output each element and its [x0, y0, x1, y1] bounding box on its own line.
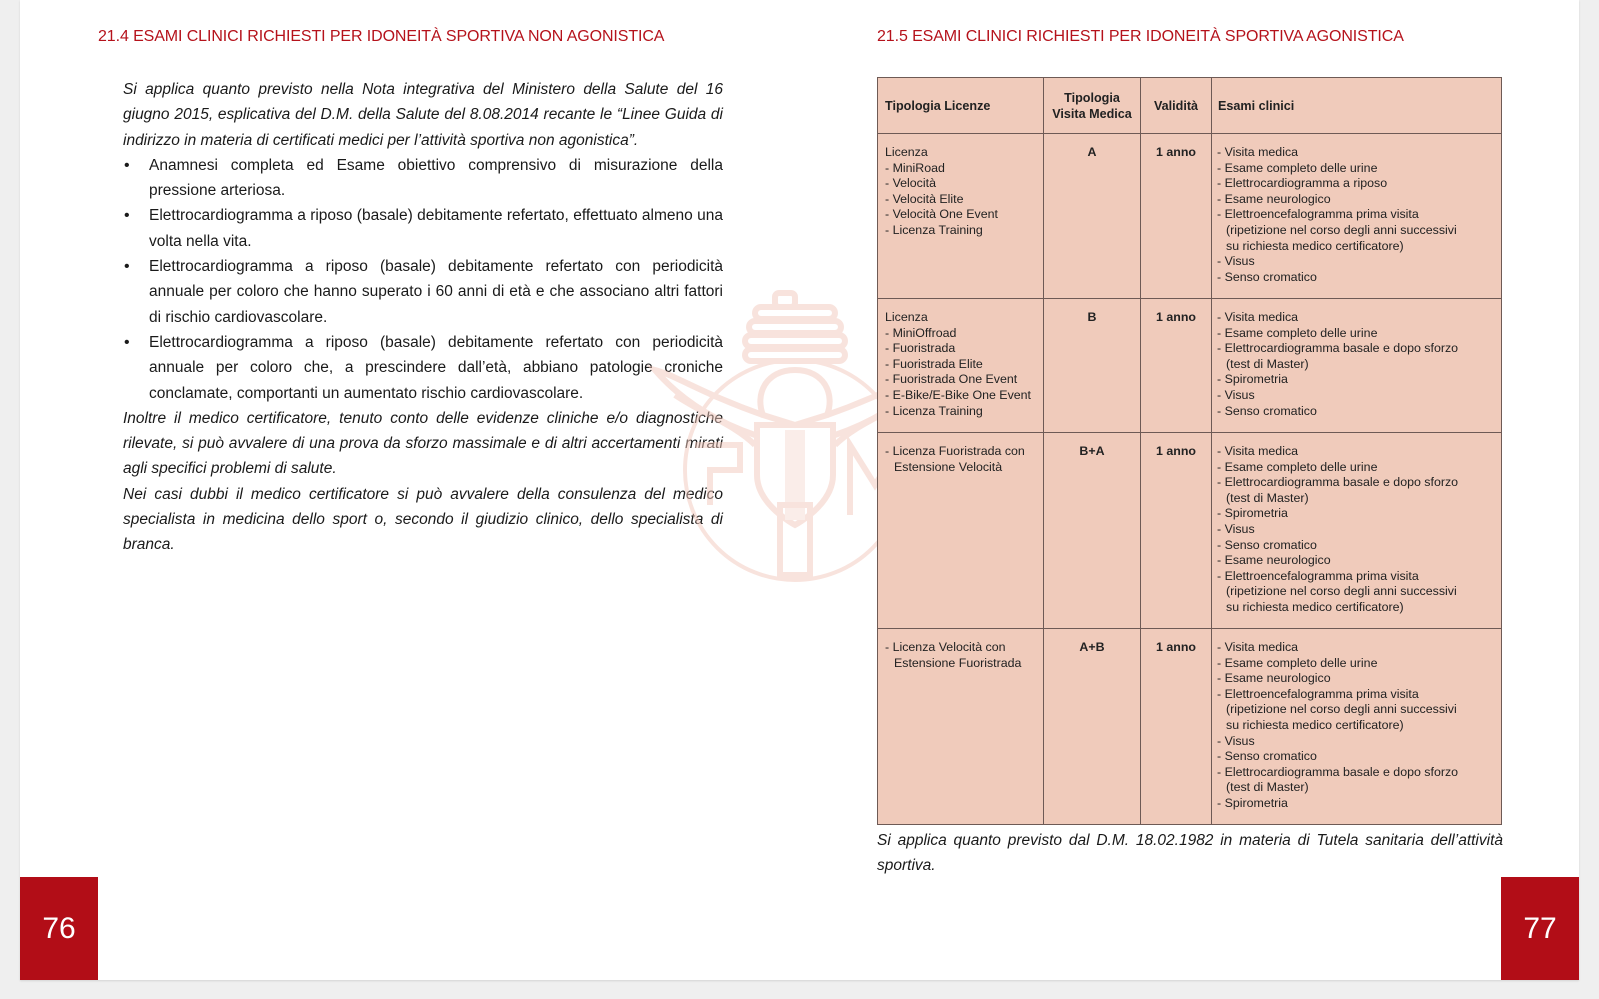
header-esami-clinici: Esami clinici	[1212, 78, 1502, 134]
cell-licenze: Licenza - MiniRoad - Velocità - Velocità Elite - Velocità One Event - Licenza Training	[878, 134, 1044, 299]
cell-visita: B	[1044, 299, 1141, 433]
paragraph-stress-test: Inoltre il medico certificatore, tenuto conto delle evidenze cliniche e/o diagnostiche rilevate, si può avvalere di una prova da sforzo massimale e di altri accertamenti mirati agli specifici problemi di salute.	[123, 409, 723, 478]
cell-visita: A	[1044, 134, 1141, 299]
list-item: • Elettrocardiogramma a riposo (basale) debitamente refertato con periodicità annuale per coloro che hanno superato i 60 anni di età e che associano altri fattori di rischio cardiovascolare.	[123, 254, 723, 330]
cell-validita: 1 anno	[1141, 134, 1212, 299]
table-row	[878, 629, 1502, 825]
list-item: • Elettrocardiogramma a riposo (basale) debitamente refertato, effettuato almeno una volta nella vita.	[123, 203, 723, 254]
table-header-row	[878, 78, 1502, 134]
section-heading-21-5: 21.5 ESAMI CLINICI RICHIESTI PER IDONEITÀ SPORTIVA AGONISTICA	[877, 28, 1404, 45]
exams-table-container	[877, 77, 1502, 825]
page-number-77: 77	[1501, 877, 1579, 980]
table-row	[878, 433, 1502, 629]
cell-validita: 1 anno	[1141, 433, 1212, 629]
cell-licenze: - Licenza Velocità con Estensione Fuoristrada	[878, 629, 1044, 825]
footnote-dm-1982: Si applica quanto previsto dal D.M. 18.02.1982 in materia di Tutela sanitaria dell’attività sportiva.	[877, 832, 1503, 874]
cell-esami: - Visita medica - Esame completo delle urine - Elettrocardiogramma basale e dopo sforzo (test di Master) - Spirometria - Visus - Senso cromatico - Esame neurologico - Elettroencefalogramma prima visita (ripetizione nel corso degli anni successivi su richiesta medico certificatore)	[1212, 433, 1502, 629]
cell-licenze: - Licenza Fuoristrada con Estensione Velocità	[878, 433, 1044, 629]
header-validita: Validità	[1141, 78, 1212, 134]
exams-table	[877, 77, 1502, 825]
cell-esami: - Visita medica - Esame completo delle urine - Elettrocardiogramma basale e dopo sforzo (test di Master) - Spirometria - Visus - Senso cromatico	[1212, 299, 1502, 433]
table-row	[878, 299, 1502, 433]
cell-visita: A+B	[1044, 629, 1141, 825]
header-tipologia-licenze: Tipologia Licenze	[878, 78, 1044, 134]
cell-esami: - Visita medica - Esame completo delle urine - Elettrocardiogramma a riposo - Esame neurologico - Elettroencefalogramma prima visita (ripetizione nel corso degli anni successivi su richiesta medico certificatore) - Visus - Senso cromatico	[1212, 134, 1502, 299]
section-heading-21-4: 21.4 ESAMI CLINICI RICHIESTI PER IDONEITÀ SPORTIVA NON AGONISTICA	[98, 28, 665, 45]
cell-esami: - Visita medica - Esame completo delle urine - Esame neurologico - Elettroencefalogramma prima visita (ripetizione nel corso degli anni successivi su richiesta medico certificatore) - Visus - Senso cromatico - Elettrocardiogramma basale e dopo sforzo (test di Master) - Spirometria	[1212, 629, 1502, 825]
requirements-list	[123, 153, 723, 406]
left-page-body	[123, 77, 723, 558]
cell-visita: B+A	[1044, 433, 1141, 629]
paragraph-specialist: Nei casi dubbi il medico certificatore si può avvalere della consulenza del medico specialista in medicina dello sport o, secondo il giudizio clinico, dello specialista di branca.	[123, 485, 723, 554]
intro-paragraph: Si applica quanto previsto nella Nota integrativa del Ministero della Salute del 16 giugno 2015, esplicativa del D.M. della Salute del 8.08.2014 recante le “Linee Guida di indirizzo in materia di certificati medici per l’attività sportiva non agonistica”.	[123, 81, 723, 149]
list-item: • Anamnesi completa ed Esame obiettivo comprensivo di misurazione della pressione arteriosa.	[123, 153, 723, 204]
page-number-76: 76	[20, 877, 98, 980]
list-item: • Elettrocardiogramma a riposo (basale) debitamente refertato con periodicità annuale per coloro che, a prescindere dall’età, abbiano patologie croniche conclamate, comportanti un aumentato rischio cardiovascolare.	[123, 330, 723, 406]
table-row	[878, 134, 1502, 299]
cell-licenze: Licenza - MiniOffroad - Fuoristrada - Fuoristrada Elite - Fuoristrada One Event - E-Bike/E-Bike One Event - Licenza Training	[878, 299, 1044, 433]
cell-validita: 1 anno	[1141, 299, 1212, 433]
cell-validita: 1 anno	[1141, 629, 1212, 825]
document-spread	[20, 0, 1579, 980]
header-tipologia-visita: Tipologia Visita Medica	[1044, 78, 1141, 134]
